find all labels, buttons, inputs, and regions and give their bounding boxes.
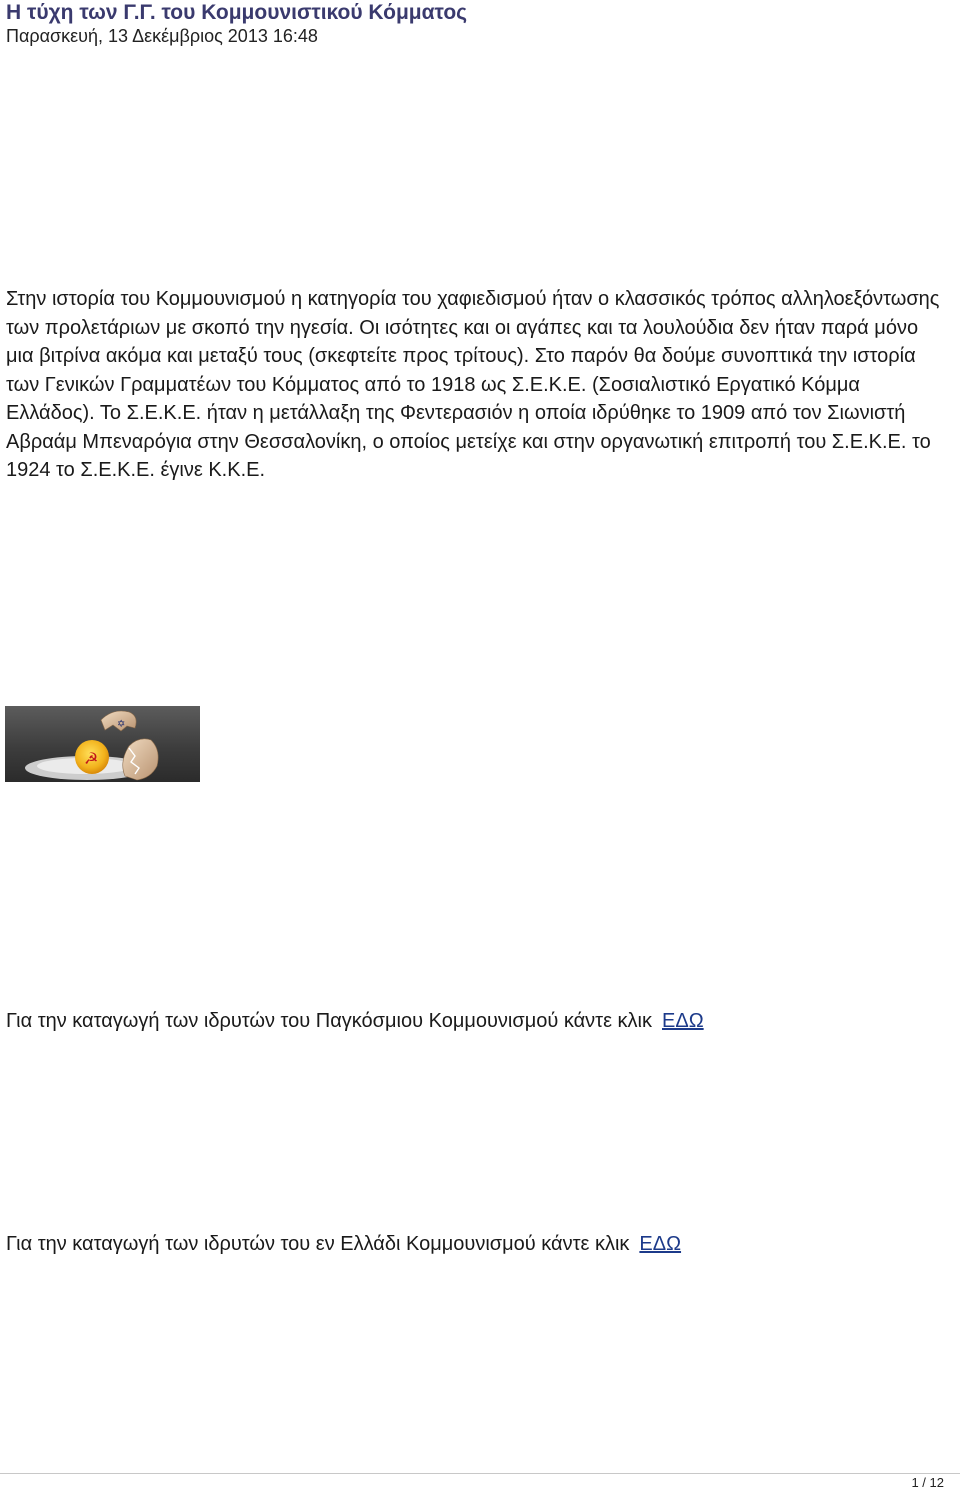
foundations-world-text: Για την καταγωγή των ιδρυτών του Παγκόσμιου Κομμουνισμού κάντε κλικ [6,1010,652,1032]
foundations-world-link-line [6,1007,704,1035]
broken-egg-illustration [5,706,200,782]
svg-text:☭: ☭ [84,749,99,768]
foundations-greece-link-line [6,1230,681,1258]
article-paragraph: Στην ιστορία του Κομμουνισμού η κατηγορία του χαφιεδισμού ήταν ο κλασσικός τρόπος αλληλοεξόντωσης των προλετάριων με σκοπό την ηγεσία. Οι ισότητες και οι αγάπες και τα λουλούδια δεν ήταν παρά μόνο μια βιτρίνα ακόμα και μεταξύ τους (σκεφτείτε προς τρίτους). Στο παρόν θα δούμε συνοπτικά την ιστορία των Γενικών Γραμματέων του Κόμματος από το 1918 ως Σ.Ε.Κ.Ε. (Σοσιαλιστικό Εργατικό Κόμμα Ελλάδος). Το Σ.Ε.Κ.Ε. ήταν η μετάλλαξη της Φεντερασιόν η οποία ιδρύθηκε το 1909 από τον Σιωνιστή Αβραάμ Μπεναρόγια στην Θεσσαλονίκη, ο οποίος μετείχε και στην οργανωτική επιτροπή του Σ.Ε.Κ.Ε. το 1924 το Σ.Ε.Κ.Ε. έγινε Κ.Κ.Ε. [6,288,940,481]
foundations-greece-text: Για την καταγωγή των ιδρυτών του εν Ελλάδι Κομμουνισμού κάντε κλικ [6,1233,630,1255]
page-number: 1 / 12 [911,1475,944,1490]
article-date: Παρασκευή, 13 Δεκέμβριος 2013 16:48 [6,26,318,46]
article-title: Η τύχη των Γ.Γ. του Κομμουνιστικού Κόμματος [6,1,468,24]
foundations-greece-link[interactable]: ΕΔΩ [639,1233,682,1255]
svg-text:✡: ✡ [117,719,126,730]
foundations-world-link[interactable]: ΕΔΩ [662,1010,704,1032]
broken-egg-image [5,706,200,782]
footer-divider [0,1473,960,1474]
